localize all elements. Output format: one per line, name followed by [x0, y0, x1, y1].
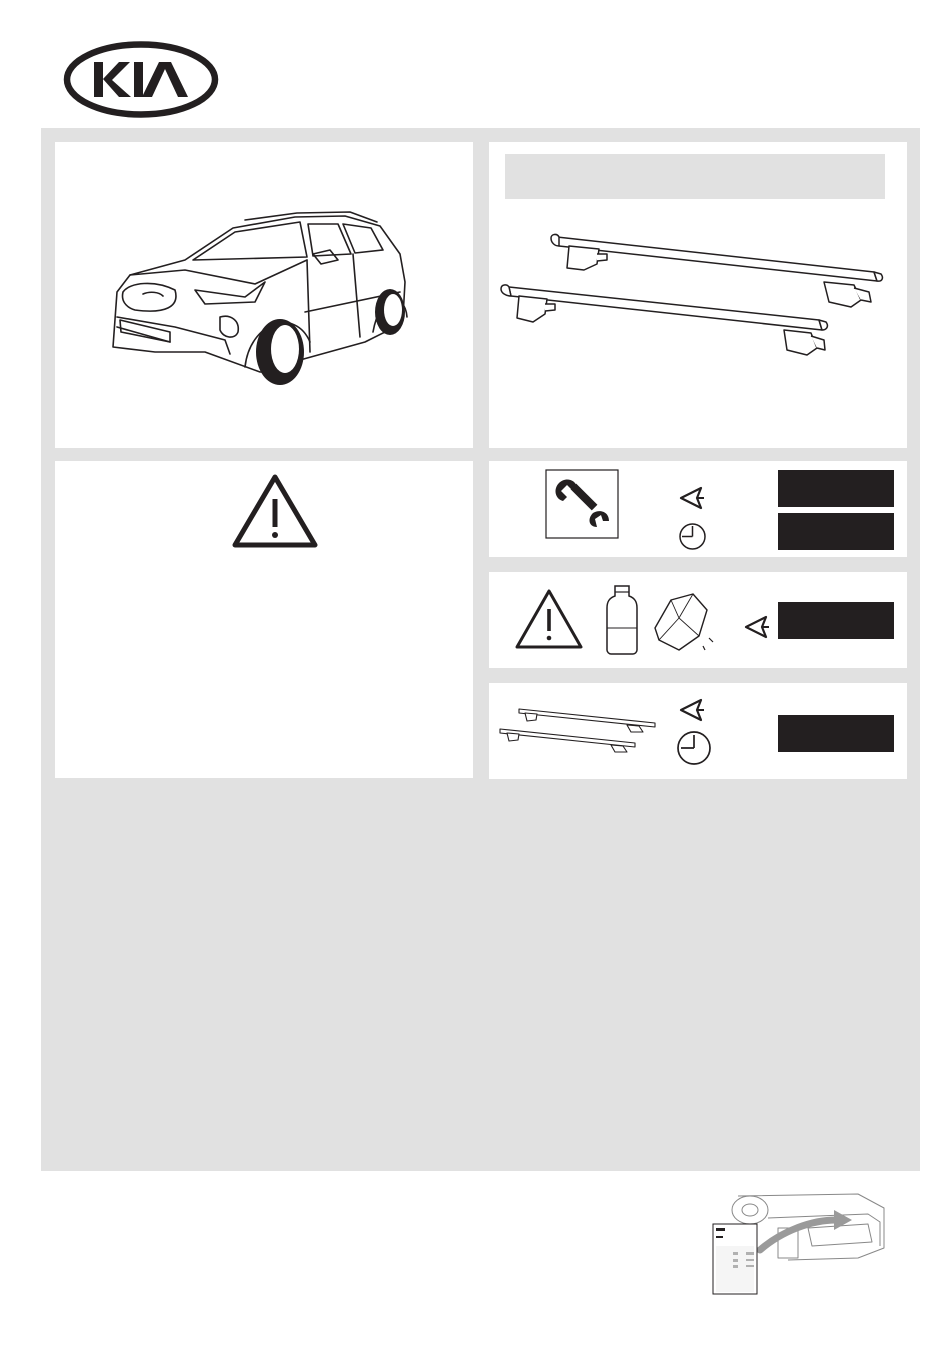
vehicle-panel — [55, 142, 473, 448]
time-value-box — [778, 513, 894, 550]
car-illustration-icon — [55, 142, 473, 448]
wrench-icon — [545, 469, 619, 539]
product-panel — [489, 142, 907, 448]
clock-icon — [676, 730, 712, 766]
clock-icon — [678, 522, 707, 551]
mounting-panel — [489, 683, 907, 779]
cleaning-value-box — [778, 602, 894, 639]
cleaner-bottle-icon — [603, 584, 641, 656]
cloth-icon — [649, 588, 719, 654]
tools-panel — [489, 461, 907, 557]
warning-triangle-icon — [229, 471, 321, 551]
roof-bars-icon — [489, 142, 907, 448]
warning-panel — [55, 461, 473, 778]
manual-in-glovebox-icon — [708, 1188, 890, 1296]
torque-icon — [677, 483, 707, 513]
manual-storage-illustration — [708, 1188, 890, 1296]
mounting-value-box — [778, 715, 894, 752]
torque-icon — [742, 612, 772, 642]
torque-icon — [677, 695, 707, 725]
cleaning-panel — [489, 572, 907, 668]
warning-triangle-icon — [513, 586, 585, 652]
torque-value-box — [778, 470, 894, 507]
kia-logo — [63, 41, 219, 118]
roof-bars-small-icon — [497, 701, 657, 761]
